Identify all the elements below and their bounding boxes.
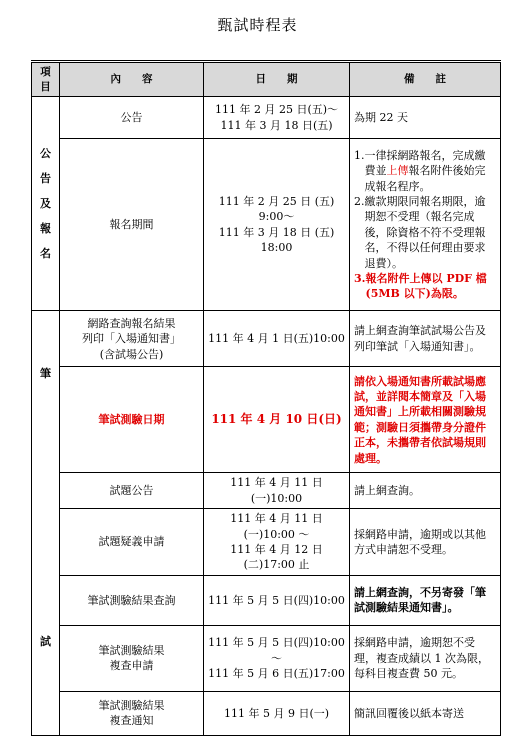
table-row — [32, 311, 501, 367]
note-list — [354, 148, 496, 302]
row-date: 111 年 5 月 5 日(四)10:00 — [204, 575, 350, 625]
table-row — [32, 509, 501, 576]
page-title: 甄試時程表 — [217, 16, 298, 34]
table-row — [32, 691, 501, 735]
row-note: 簡訊回覆後以紙本寄送 — [350, 691, 501, 735]
row-date: 111 年 2 月 25 日(五)～ 111 年 3 月 18 日(五) — [204, 97, 350, 139]
schedule-table — [31, 60, 501, 736]
header-date: 日 期 — [204, 62, 350, 97]
row-date: 111 年 2 月 25 日 (五) 9:00～ 111 年 3 月 18 日 (五) 18:00 — [204, 139, 350, 311]
upload-highlight: 上傳 — [386, 164, 409, 178]
row-note: 請上網查詢筆試試場公告及列印筆試「入場通知書」。 — [350, 311, 501, 367]
row-item: 筆試測驗日期 — [60, 367, 204, 473]
row-item: 報名期間 — [60, 139, 204, 311]
row-item: 試題疑義申請 — [60, 509, 204, 576]
note-item: 2. 繳款期限同報名期限，逾期恕不受理（報名完成後，除資格不符不受理報名，不得以任何理由要求退費）。 — [354, 195, 486, 270]
note-item: 3. 報名附件上傳以 PDF 檔(5MB 以下)為限。 — [354, 272, 487, 301]
table-row — [32, 139, 501, 311]
row-note: 採網路申請，逾期恕不受理，複查成績以 1 次為限，每科目複查費 50 元。 — [350, 625, 501, 691]
row-date: 111 年 5 月 5 日(四)10:00～ 111 年 5 月 6 日(五)17:00 — [204, 625, 350, 691]
header-note: 備 註 — [350, 62, 501, 97]
row-item: 筆試測驗結果查詢 — [60, 575, 204, 625]
row-item: 網路查詢報名結果 列印「入場通知書」 (含試場公告) — [60, 311, 204, 367]
row-note: 為期 22 天 — [350, 97, 501, 139]
row-date: 111 年 5 月 9 日(一) — [204, 691, 350, 735]
table-row — [32, 97, 501, 139]
row-date: 111 年 4 月 10 日(日) — [204, 367, 350, 473]
note-item: 1. 一律採網路報名，完成繳費並上傳報名附件後始完成報名程序。 — [354, 148, 486, 193]
row-item: 試題公告 — [60, 473, 204, 509]
row-note: 請依入場通知書所載試場應試，並詳閱本簡章及「入場通知書」上所載相關測驗規範；測驗日須攜帶身分證件正本，未攜帶者依試場規則處理。 — [350, 367, 501, 473]
table-row — [32, 575, 501, 625]
row-date: 111 年 4 月 11 日(一)10:00 ～ 111 年 4 月 12 日(二)17:00 止 — [204, 509, 350, 576]
table-row — [32, 625, 501, 691]
table-row — [32, 367, 501, 473]
row-note: 請上網查詢，不另寄發「筆試測驗結果通知書」。 — [350, 575, 501, 625]
header-content: 內 容 — [60, 62, 204, 97]
category-registration: 公 告 及 報 名 — [32, 97, 60, 311]
table-row — [32, 473, 501, 509]
row-date: 111 年 4 月 1 日(五)10:00 — [204, 311, 350, 367]
row-note: 請上網查詢。 — [350, 473, 501, 509]
row-item: 公告 — [60, 97, 204, 139]
category-written-exam: 筆 試 — [32, 311, 60, 735]
header-row — [32, 62, 501, 97]
row-note — [350, 139, 501, 311]
row-item: 筆試測驗結果 複查通知 — [60, 691, 204, 735]
header-item: 項目 — [32, 62, 60, 97]
row-item: 筆試測驗結果 複查申請 — [60, 625, 204, 691]
row-date: 111 年 4 月 11 日(一)10:00 — [204, 473, 350, 509]
row-note: 採網路申請，逾期或以其他方式申請恕不受理。 — [350, 509, 501, 576]
